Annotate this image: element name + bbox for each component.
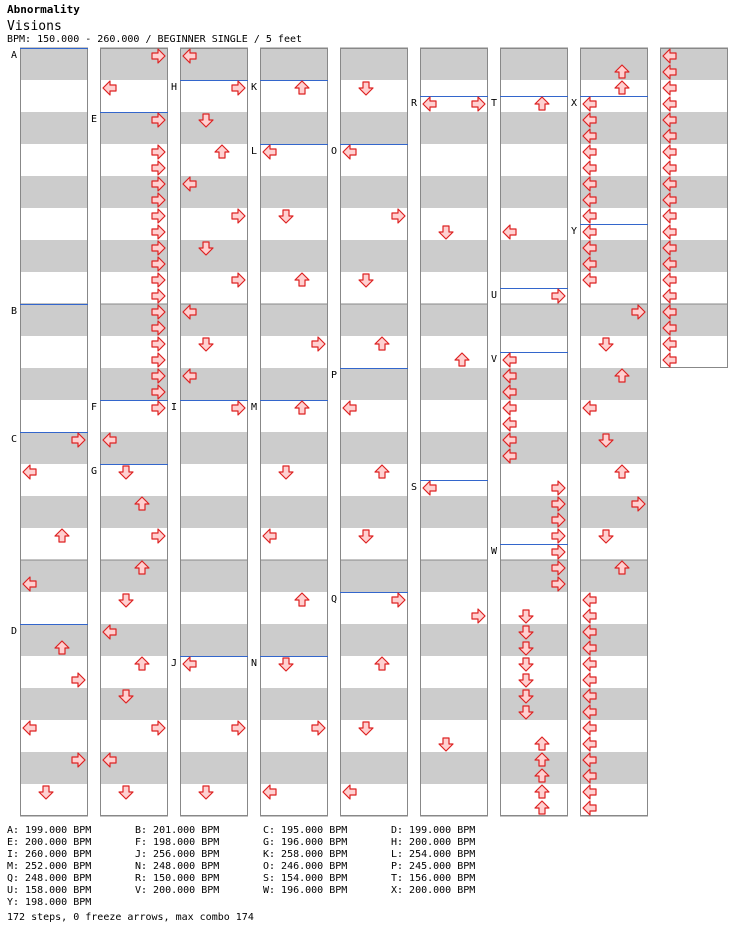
- bpm-marker-label: O: [331, 146, 338, 157]
- beat-stripe: [20, 400, 88, 432]
- beat-stripe: [20, 80, 88, 112]
- beat-stripe: [260, 656, 328, 688]
- bpm-legend-entry: H: 200.000 BPM: [391, 837, 476, 848]
- beat-stripe: [340, 496, 408, 528]
- bpm-marker-label: J: [171, 658, 178, 669]
- beat-stripe: [500, 48, 568, 80]
- beat-stripe: [100, 592, 168, 624]
- bpm-legend-entry: R: 150.000 BPM: [135, 873, 220, 884]
- beat-stripe: [260, 624, 328, 656]
- beat-stripe: [20, 176, 88, 208]
- bpm-legend-entry: A: 199.000 BPM: [7, 825, 92, 836]
- beat-stripe: [260, 80, 328, 112]
- beat-stripe: [420, 272, 488, 304]
- beat-stripe: [420, 112, 488, 144]
- beat-stripe: [420, 656, 488, 688]
- bpm-legend-entry: T: 156.000 BPM: [391, 873, 476, 884]
- bpm-marker-label: C: [11, 434, 18, 445]
- beat-stripe: [180, 688, 248, 720]
- beat-stripe: [580, 368, 648, 400]
- bpm-marker-label: I: [171, 402, 178, 413]
- bpm-legend-entry: K: 258.000 BPM: [263, 849, 348, 860]
- chart-column: [331, 48, 408, 816]
- beat-stripe: [420, 784, 488, 816]
- beat-stripe: [100, 656, 168, 688]
- bpm-marker-label: G: [91, 466, 98, 477]
- bpm-legend-entry: C: 195.000 BPM: [263, 825, 348, 836]
- beat-stripe: [20, 368, 88, 400]
- bpm-marker-label: S: [411, 482, 418, 493]
- bpm-legend-entry: I: 260.000 BPM: [7, 849, 92, 860]
- beat-stripe: [340, 656, 408, 688]
- beat-stripe: [500, 176, 568, 208]
- beat-stripe: [340, 560, 408, 592]
- beat-stripe: [420, 496, 488, 528]
- beat-stripe: [340, 752, 408, 784]
- bpm-legend-entry: E: 200.000 BPM: [7, 837, 92, 848]
- beat-stripe: [500, 752, 568, 784]
- bpm-marker-label: P: [331, 370, 338, 381]
- beat-stripe: [500, 720, 568, 752]
- bpm-marker-label: E: [91, 114, 98, 125]
- bpm-marker-label: L: [251, 146, 258, 157]
- chart-column: [251, 48, 328, 816]
- beat-stripe: [340, 368, 408, 400]
- beat-stripe: [340, 176, 408, 208]
- beat-stripe: [420, 688, 488, 720]
- beat-stripe: [20, 592, 88, 624]
- beat-stripe: [180, 592, 248, 624]
- beat-stripe: [260, 400, 328, 432]
- bpm-legend-entry: Y: 198.000 BPM: [7, 897, 92, 908]
- beat-stripe: [340, 624, 408, 656]
- chart-summary: 172 steps, 0 freeze arrows, max combo 174: [7, 912, 254, 923]
- beat-stripe: [340, 272, 408, 304]
- beat-stripe: [180, 528, 248, 560]
- beat-stripe: [340, 240, 408, 272]
- chart-column: [660, 48, 728, 368]
- beat-stripe: [100, 464, 168, 496]
- bpm-legend-entry: D: 199.000 BPM: [391, 825, 476, 836]
- beat-stripe: [100, 784, 168, 816]
- beat-stripe: [260, 496, 328, 528]
- bpm-legend-entry: G: 196.000 BPM: [263, 837, 348, 848]
- bpm-legend-entry: F: 198.000 BPM: [135, 837, 220, 848]
- beat-stripe: [20, 528, 88, 560]
- beat-stripe: [420, 144, 488, 176]
- bpm-marker-label: B: [11, 306, 18, 317]
- beat-stripe: [180, 112, 248, 144]
- chart-column: [491, 48, 568, 816]
- chart-column: [11, 48, 88, 816]
- bpm-marker-label: M: [251, 402, 258, 413]
- bpm-marker-label: N: [251, 658, 258, 669]
- beat-stripe: [420, 720, 488, 752]
- beat-stripe: [420, 560, 488, 592]
- beat-stripe: [100, 560, 168, 592]
- beat-stripe: [20, 784, 88, 816]
- beat-stripe: [500, 304, 568, 336]
- chart-column: [91, 48, 168, 816]
- beat-stripe: [260, 304, 328, 336]
- beat-stripe: [100, 496, 168, 528]
- beat-stripe: [260, 368, 328, 400]
- chart-column: [571, 48, 648, 816]
- beat-stripe: [580, 432, 648, 464]
- beat-stripe: [420, 208, 488, 240]
- beat-stripe: [20, 208, 88, 240]
- beat-stripe: [20, 624, 88, 656]
- beat-stripe: [420, 368, 488, 400]
- beat-stripe: [260, 176, 328, 208]
- bpm-legend-entry: N: 248.000 BPM: [135, 861, 220, 872]
- beat-stripe: [180, 496, 248, 528]
- beat-stripe: [180, 624, 248, 656]
- bpm-legend-entry: J: 256.000 BPM: [135, 849, 220, 860]
- bpm-legend-entry: S: 154.000 BPM: [263, 873, 348, 884]
- beat-stripe: [20, 688, 88, 720]
- bpm-marker-label: F: [91, 402, 98, 413]
- bpm-marker-label: V: [491, 354, 498, 365]
- bpm-marker-label: Y: [571, 226, 578, 237]
- beat-stripe: [180, 144, 248, 176]
- chart-column: [171, 48, 248, 816]
- beat-stripe: [580, 48, 648, 80]
- beat-stripe: [20, 112, 88, 144]
- bpm-marker-label: T: [491, 98, 498, 109]
- beat-stripe: [260, 592, 328, 624]
- beat-stripe: [420, 240, 488, 272]
- beat-stripe: [500, 112, 568, 144]
- beat-stripe: [20, 304, 88, 336]
- beat-stripe: [260, 240, 328, 272]
- bpm-marker-label: A: [11, 50, 18, 61]
- beat-stripe: [20, 336, 88, 368]
- bpm-legend-entry: V: 200.000 BPM: [135, 885, 220, 896]
- beat-stripe: [340, 48, 408, 80]
- bpm-legend-entry: M: 252.000 BPM: [7, 861, 92, 872]
- beat-stripe: [420, 304, 488, 336]
- beat-stripe: [260, 48, 328, 80]
- beat-stripe: [500, 144, 568, 176]
- beat-stripe: [500, 784, 568, 816]
- beat-stripe: [260, 432, 328, 464]
- beat-stripe: [260, 752, 328, 784]
- bpm-marker-label: U: [491, 290, 498, 301]
- beat-stripe: [420, 528, 488, 560]
- bpm-legend-entry: P: 245.000 BPM: [391, 861, 476, 872]
- beat-stripe: [180, 336, 248, 368]
- beat-stripe: [340, 688, 408, 720]
- bpm-legend-entry: W: 196.000 BPM: [263, 885, 348, 896]
- song-title: Abnormality: [7, 3, 80, 16]
- beat-stripe: [500, 592, 568, 624]
- beat-stripe: [580, 560, 648, 592]
- beat-stripe: [260, 208, 328, 240]
- beat-stripe: [420, 48, 488, 80]
- beat-stripe: [20, 496, 88, 528]
- beat-stripe: [180, 240, 248, 272]
- beat-stripe: [20, 272, 88, 304]
- bpm-marker-label: X: [571, 98, 578, 109]
- bpm-marker-label: K: [251, 82, 258, 93]
- beat-stripe: [580, 336, 648, 368]
- bpm-legend-entry: Q: 248.000 BPM: [7, 873, 92, 884]
- beat-stripe: [260, 272, 328, 304]
- bpm-marker-label: Q: [331, 594, 338, 605]
- bpm-legend-entry: X: 200.000 BPM: [391, 885, 476, 896]
- beat-stripe: [340, 80, 408, 112]
- beat-stripe: [180, 560, 248, 592]
- chart-column: [411, 48, 488, 816]
- song-artist: Visions: [7, 19, 62, 34]
- chart-info: BPM: 150.000 - 260.000 / BEGINNER SINGLE / 5 feet: [7, 34, 303, 45]
- beat-stripe: [500, 240, 568, 272]
- beat-stripe: [180, 784, 248, 816]
- bpm-marker-label: H: [171, 82, 178, 93]
- beat-stripe: [20, 144, 88, 176]
- beat-stripe: [500, 656, 568, 688]
- beat-stripe: [420, 400, 488, 432]
- beat-stripe: [580, 464, 648, 496]
- beat-stripe: [340, 432, 408, 464]
- beat-stripe: [340, 336, 408, 368]
- beat-stripe: [420, 336, 488, 368]
- bpm-legend-entry: L: 254.000 BPM: [391, 849, 476, 860]
- beat-stripe: [580, 528, 648, 560]
- bpm-legend-entry: O: 246.000 BPM: [263, 861, 348, 872]
- beat-stripe: [420, 752, 488, 784]
- beat-stripe: [340, 464, 408, 496]
- beat-stripe: [180, 464, 248, 496]
- beat-stripe: [180, 752, 248, 784]
- beat-stripe: [340, 112, 408, 144]
- beat-stripe: [500, 688, 568, 720]
- beat-stripe: [340, 720, 408, 752]
- beat-stripe: [20, 240, 88, 272]
- beat-stripe: [500, 624, 568, 656]
- beat-stripe: [100, 688, 168, 720]
- beat-stripe: [180, 432, 248, 464]
- beat-stripe: [340, 528, 408, 560]
- beat-stripe: [20, 48, 88, 80]
- bpm-marker-label: D: [11, 626, 18, 637]
- bpm-marker-label: R: [411, 98, 418, 109]
- beat-stripe: [260, 112, 328, 144]
- beat-stripe: [260, 560, 328, 592]
- bpm-legend-entry: U: 158.000 BPM: [7, 885, 92, 896]
- beat-stripe: [420, 176, 488, 208]
- beat-stripe: [420, 432, 488, 464]
- beat-stripe: [260, 464, 328, 496]
- beat-stripe: [420, 624, 488, 656]
- beat-stripe: [260, 688, 328, 720]
- beat-stripe: [340, 304, 408, 336]
- bpm-legend-entry: B: 201.000 BPM: [135, 825, 220, 836]
- bpm-marker-label: W: [491, 546, 498, 557]
